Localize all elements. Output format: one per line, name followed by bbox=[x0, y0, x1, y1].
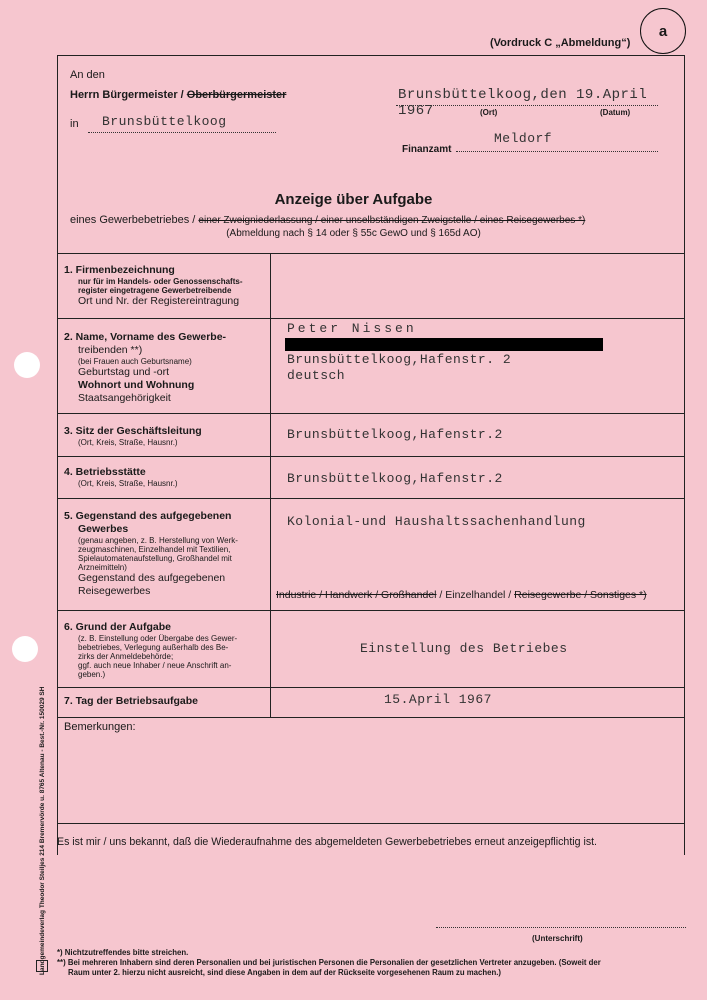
table-column-divider bbox=[270, 253, 271, 717]
row-5-note-2: zeugmaschinen, Einzelhandel mit Textilien, bbox=[78, 545, 231, 554]
row-2-label bbox=[64, 331, 268, 405]
row-3-title: 3. Sitz der Geschäftsleitung bbox=[64, 425, 202, 437]
punch-hole-top bbox=[14, 352, 40, 378]
row-3-label bbox=[64, 425, 268, 447]
row-divider-2 bbox=[57, 413, 685, 414]
bemerkungen-bottom-line bbox=[57, 823, 685, 824]
row-5-value[interactable]: Kolonial-und Haushaltssachenhandlung bbox=[287, 514, 586, 529]
row-2-cont: treibenden **) bbox=[78, 344, 143, 356]
row-divider-1 bbox=[57, 318, 685, 319]
row-4-title: 4. Betriebsstätte bbox=[64, 466, 146, 478]
row-6-note-4: ggf. auch neue Inhaber / neue Anschrift an- bbox=[78, 661, 232, 670]
row-divider-4 bbox=[57, 498, 685, 499]
row-5-line-1: Gegenstand des aufgegebenen bbox=[78, 572, 226, 584]
row-1-value-field[interactable] bbox=[274, 256, 680, 316]
footnote-3: Raum unter 2. hierzu nicht ausreicht, sind diese Angaben in dem auf der Rückseite vorgesehenen Raum zu machen.) bbox=[68, 968, 501, 977]
row-2-address-value[interactable]: Brunsbüttelkoog,Hafenstr. 2 bbox=[287, 352, 512, 367]
addressee-line bbox=[70, 89, 286, 101]
row-7-title: 7. Tag der Betriebsaufgabe bbox=[64, 695, 199, 707]
frame-left-line bbox=[57, 55, 58, 855]
row-5-label bbox=[64, 510, 268, 598]
row-4-label bbox=[64, 466, 268, 488]
subtitle-line bbox=[70, 214, 585, 226]
statement-text: Es ist mir / uns bekannt, daß die Wiederaufnahme des abgemeldeten Gewerbebetriebes erneut anzeigepflichtig ist. bbox=[57, 836, 597, 848]
row-divider-5 bbox=[57, 610, 685, 611]
redaction-bar bbox=[285, 338, 603, 351]
row-1-label bbox=[64, 264, 268, 308]
row-5-note-3: Spielautomatenaufstellung, Großhandel mit bbox=[78, 554, 232, 563]
row-5-option-reisegewerbe: Reisegewerbe / Sonstiges *) bbox=[514, 589, 647, 601]
table-top-line bbox=[57, 253, 685, 254]
row-5-line-2: Reisegewerbes bbox=[78, 585, 151, 597]
footnote-1: *) Nichtzutreffendes bitte streichen. bbox=[57, 948, 189, 957]
row-2-title: 2. Name, Vorname des Gewerbe- bbox=[64, 331, 227, 343]
row-6-note-5: geben.) bbox=[78, 670, 106, 679]
document-title: Anzeige über Aufgabe bbox=[274, 191, 433, 208]
row-6-label bbox=[64, 621, 268, 679]
row-3-note: (Ort, Kreis, Straße, Hausnr.) bbox=[78, 438, 178, 447]
herrn-label: Herrn Bürgermeister / bbox=[70, 89, 184, 101]
punch-hole-bottom bbox=[12, 636, 38, 662]
an-den-label: An den bbox=[70, 69, 105, 81]
finanzamt-value: Meldorf bbox=[494, 131, 553, 146]
subtitle-gewerbebetrieb: eines Gewerbebetriebes / bbox=[70, 214, 196, 226]
frame-right-line bbox=[684, 55, 685, 855]
row-6-note-3: zirks der Anmeldebehörde; bbox=[78, 652, 174, 661]
row-divider-7 bbox=[57, 717, 685, 718]
row-7-value[interactable]: 15.April 1967 bbox=[384, 692, 492, 707]
finanzamt-field[interactable] bbox=[456, 131, 658, 152]
row-divider-3 bbox=[57, 456, 685, 457]
row-5-title: 5. Gegenstand des aufgegebenen bbox=[64, 510, 232, 522]
row-4-note: (Ort, Kreis, Straße, Hausnr.) bbox=[78, 479, 178, 488]
row-6-title: 6. Grund der Aufgabe bbox=[64, 621, 171, 633]
row-5-option-industrie: Industrie / Handwerk / Großhandel bbox=[276, 589, 437, 601]
bemerkungen-label: Bemerkungen: bbox=[64, 721, 136, 733]
frame-top-line bbox=[57, 55, 685, 56]
row-5-category-options bbox=[276, 589, 647, 601]
row-3-value[interactable]: Brunsbüttelkoog,Hafenstr.2 bbox=[287, 427, 503, 442]
bemerkungen-field[interactable] bbox=[60, 737, 680, 819]
row-1-note-1: nur für im Handels- oder Genossenschafts- bbox=[78, 277, 243, 286]
row-7-label bbox=[64, 695, 268, 708]
subtitle-struck-options: einer Zweigniederlassung / einer unselbständigen Zweigstelle / eines Reisegewerbes *) bbox=[198, 215, 586, 226]
row-divider-6 bbox=[57, 687, 685, 688]
row-2-birth: Geburtstag und -ort bbox=[78, 366, 170, 378]
row-1-note-2: register eingetragene Gewerbetreibende bbox=[78, 286, 232, 295]
in-label: in bbox=[70, 118, 79, 130]
form-id: (Vordruck C „Abmeldung“) bbox=[490, 37, 631, 49]
row-5-option-einzelhandel: / Einzelhandel / bbox=[439, 589, 512, 601]
row-1-line: Ort und Nr. der Registereintragung bbox=[78, 295, 240, 307]
corner-letter-badge: a bbox=[640, 8, 686, 54]
signature-field[interactable] bbox=[436, 917, 686, 928]
row-6-note-2: bebetriebes, Verlegung außerhalb des Be- bbox=[78, 643, 229, 652]
row-2-name-value[interactable]: Peter Nissen bbox=[287, 321, 417, 336]
row-5-cont: Gewerbes bbox=[78, 523, 129, 535]
unterschrift-label: (Unterschrift) bbox=[532, 934, 583, 943]
row-6-value[interactable]: Einstellung des Betriebes bbox=[360, 641, 568, 656]
in-field[interactable] bbox=[88, 116, 276, 133]
row-2-nationality: Staatsangehörigkeit bbox=[78, 392, 171, 404]
row-2-nationality-value[interactable]: deutsch bbox=[287, 368, 346, 383]
footnote-2: **) Bei mehreren Inhabern sind deren Personalien und bei juristischen Personen die Personalien der gesetzlichen Vertreter anzugeben. (Soweit der bbox=[57, 958, 601, 967]
oberbuergermeister-struck: Oberbürgermeister bbox=[186, 89, 287, 101]
finanzamt-label: Finanzamt bbox=[402, 144, 452, 155]
ort-label: (Ort) bbox=[480, 108, 498, 117]
row-4-value[interactable]: Brunsbüttelkoog,Hafenstr.2 bbox=[287, 471, 503, 486]
row-2-note: (bei Frauen auch Geburtsname) bbox=[78, 357, 192, 366]
row-6-note-1: (z. B. Einstellung oder Übergabe des Gewer- bbox=[78, 634, 238, 643]
row-5-note-4: Arzneimitteln) bbox=[78, 563, 127, 572]
publisher-logo-icon bbox=[36, 960, 48, 972]
row-5-note-1: (genau angeben, z. B. Herstellung von Werk- bbox=[78, 536, 238, 545]
in-value: Brunsbüttelkoog bbox=[102, 114, 227, 129]
publisher-imprint: Landgemeindeverlag Theodor Steiljes 214 Bremervörde u. 8765 Altenau - Best.-Nr. 150029 SH bbox=[39, 686, 46, 975]
row-2-residence: Wohnort und Wohnung bbox=[78, 379, 195, 391]
place-date-value: Brunsbüttelkoog,den 19.April 1967 bbox=[398, 87, 648, 119]
datum-label: (Datum) bbox=[600, 108, 631, 117]
subtitle-legal-basis: (Abmeldung nach § 14 oder § 55c GewO und § 165d AO) bbox=[226, 228, 481, 239]
row-1-title: 1. Firmenbezeichnung bbox=[64, 264, 175, 276]
